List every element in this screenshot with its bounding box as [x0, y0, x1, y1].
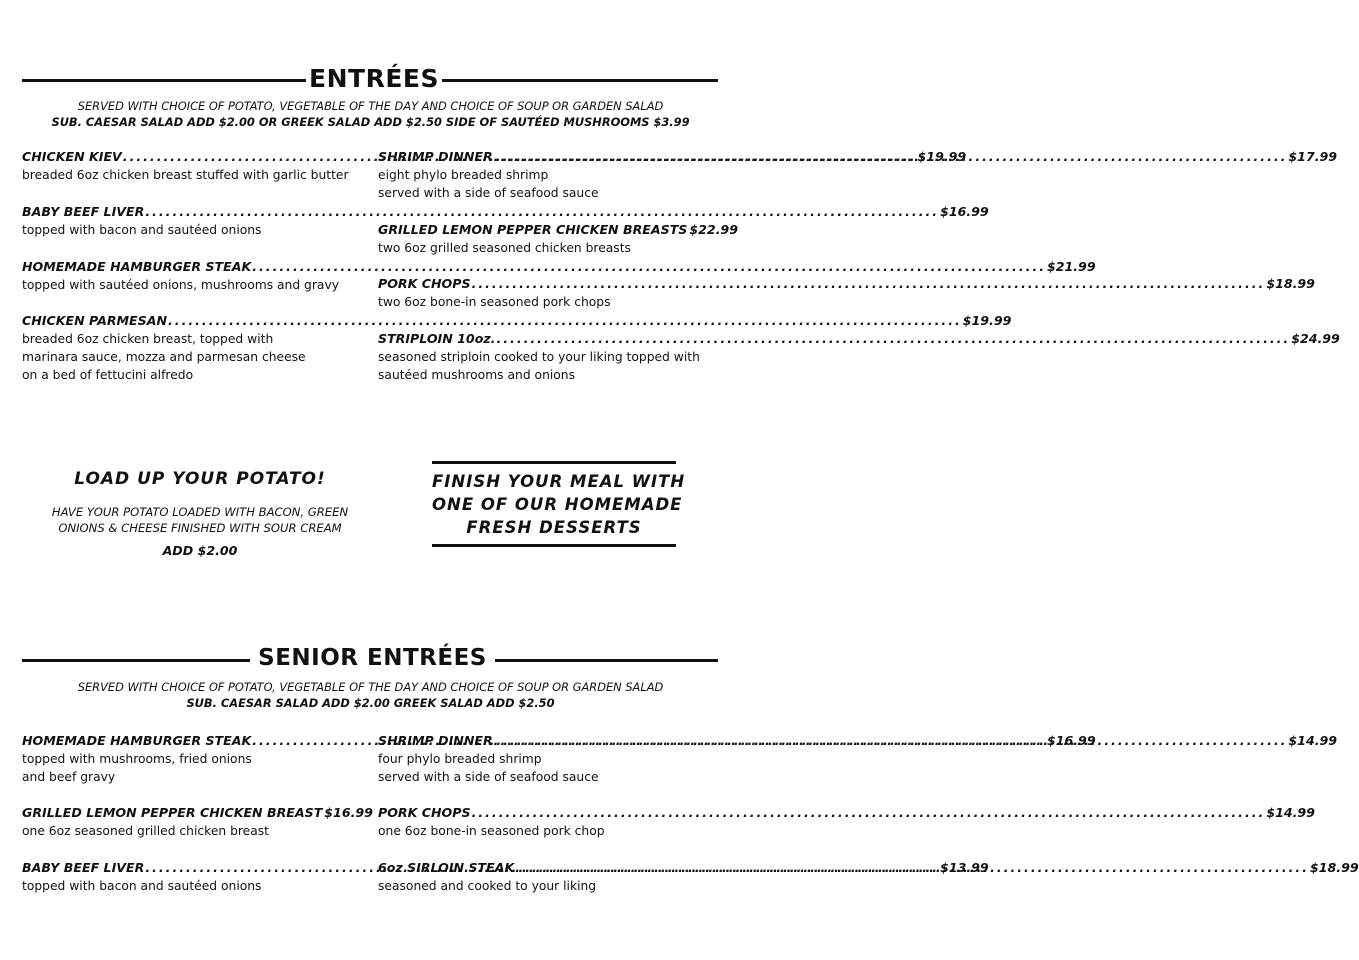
item-description: served with a side of seafood sauce — [378, 186, 599, 200]
item-description: seasoned and cooked to your liking — [378, 879, 597, 893]
entrees-subtitle: SERVED WITH CHOICE OF POTATO, VEGETABLE OF THE DAY AND CHOICE OF SOUP OR GARDEN SALAD — [77, 99, 664, 113]
item-name: BABY BEEF LIVER — [22, 204, 145, 219]
item-description: two 6oz bone-in seasoned pork chops — [378, 295, 611, 309]
leader-dots — [496, 329, 1290, 348]
dessert-line2: ONE OF OUR HOMEMADE — [432, 495, 683, 514]
senior-subtitle: SERVED WITH CHOICE OF POTATO, VEGETABLE OF THE DAY AND CHOICE OF SOUP OR GARDEN SALAD — [77, 680, 664, 694]
dessert-line3: FRESH DESSERTS — [466, 518, 642, 537]
potato-price: ADD $2.00 — [162, 543, 238, 558]
item-name: PORK CHOPS — [378, 276, 471, 291]
item-price: $14.99 — [1266, 805, 1315, 820]
item-description: topped with sautéed onions, mushrooms and gravy — [22, 278, 340, 292]
leader-dots — [472, 803, 1266, 822]
item-description: topped with bacon and sautéed onions — [22, 223, 262, 237]
item-name: HOMEMADE HAMBURGER STEAK — [22, 259, 252, 274]
senior-title: SENIOR ENTRÉES — [258, 645, 487, 671]
leader-dots — [494, 731, 1288, 750]
item-description: topped with bacon and sautéed onions — [22, 879, 262, 893]
entree-striploin — [378, 329, 1340, 384]
item-price: $18.99 — [1266, 276, 1315, 291]
item-price: $16.99 — [324, 805, 373, 820]
item-name: CHICKEN PARMESAN — [22, 313, 168, 328]
item-description: topped with mushrooms, fried onions — [22, 752, 252, 766]
item-description: served with a side of seafood sauce — [378, 770, 599, 784]
entree-pork-chops — [378, 274, 1315, 311]
item-price: $13.99 — [940, 860, 989, 875]
item-name: PORK CHOPS — [378, 805, 471, 820]
senior-rule-left — [22, 659, 250, 662]
item-description: four phylo breaded shrimp — [378, 752, 542, 766]
item-price: $21.99 — [1046, 259, 1096, 274]
item-name: SHRIMP DINNER — [378, 149, 493, 164]
entrees-title: ENTRÉES — [309, 64, 439, 93]
dessert-line1: FINISH YOUR MEAL WITH — [432, 472, 686, 491]
leader-dots — [168, 311, 962, 330]
item-price: $19.99 — [917, 149, 967, 164]
item-price: $16.99 — [940, 204, 989, 219]
leader-dots — [515, 858, 1309, 877]
leader-dots — [472, 274, 1266, 293]
senior-rule-right — [495, 659, 718, 662]
item-description: one 6oz seasoned grilled chicken breast — [22, 824, 270, 838]
potato-description-line2: ONIONS & CHEESE FINISHED WITH SOUR CREAM — [58, 521, 342, 535]
item-description: marinara sauce, mozza and parmesan cheese — [22, 350, 306, 364]
item-name: HOMEMADE HAMBURGER STEAK — [22, 733, 252, 748]
item-description: breaded 6oz chicken breast, topped with — [22, 332, 274, 346]
entrees-rule-right — [442, 79, 718, 82]
item-price: $24.99 — [1291, 331, 1340, 346]
item-name: BABY BEEF LIVER — [22, 860, 145, 875]
senior-lemon-pepper-chicken — [22, 803, 373, 840]
item-price: $19.99 — [962, 313, 1012, 328]
entrees-rule-left — [22, 79, 306, 82]
item-description: seasoned striploin cooked to your liking topped with — [378, 350, 700, 364]
item-price: $18.99 — [1310, 860, 1359, 875]
senior-salad-options: SUB. CAESAR SALAD ADD $2.00 GREEK SALAD ADD $2.50 — [186, 696, 555, 710]
dessert-callout — [432, 461, 686, 547]
entrees-salad-options: SUB. CAESAR SALAD ADD $2.00 OR GREEK SALAD ADD $2.50 SIDE OF SAUTÉED MUSHROOMS $3.99 — [51, 115, 690, 129]
item-name: 6oz SIRLOIN STEAK — [378, 860, 515, 875]
item-name: STRIPLOIN 10oz. — [378, 331, 496, 346]
leader-dots — [494, 147, 1288, 166]
item-name: GRILLED LEMON PEPPER CHICKEN BREAST — [22, 805, 323, 820]
item-description: and beef gravy — [22, 770, 116, 784]
item-name: GRILLED LEMON PEPPER CHICKEN BREASTS — [378, 222, 688, 237]
item-price: $22.99 — [689, 222, 738, 237]
item-description: eight phylo breaded shrimp — [378, 168, 549, 182]
item-description: breaded 6oz chicken breast stuffed with garlic butter — [22, 168, 349, 182]
item-name: SHRIMP DINNER — [378, 733, 493, 748]
item-name: CHICKEN KIEV — [22, 149, 122, 164]
senior-pork-chops — [378, 803, 1315, 840]
item-description: two 6oz grilled seasoned chicken breasts — [378, 241, 631, 255]
item-price: $17.99 — [1288, 149, 1338, 164]
leader-dots — [145, 202, 939, 221]
item-price: $14.99 — [1288, 733, 1338, 748]
potato-description-line1: HAVE YOUR POTATO LOADED WITH BACON, GREEN — [51, 505, 349, 519]
item-description: on a bed of fettucini alfredo — [22, 368, 194, 382]
potato-title: LOAD UP YOUR POTATO! — [74, 469, 326, 489]
item-description: one 6oz bone-in seasoned pork chop — [378, 824, 605, 838]
item-description: sautéed mushrooms and onions — [378, 368, 576, 382]
item-price: $16.99 — [1046, 733, 1096, 748]
entree-lemon-pepper-chicken — [378, 220, 738, 257]
